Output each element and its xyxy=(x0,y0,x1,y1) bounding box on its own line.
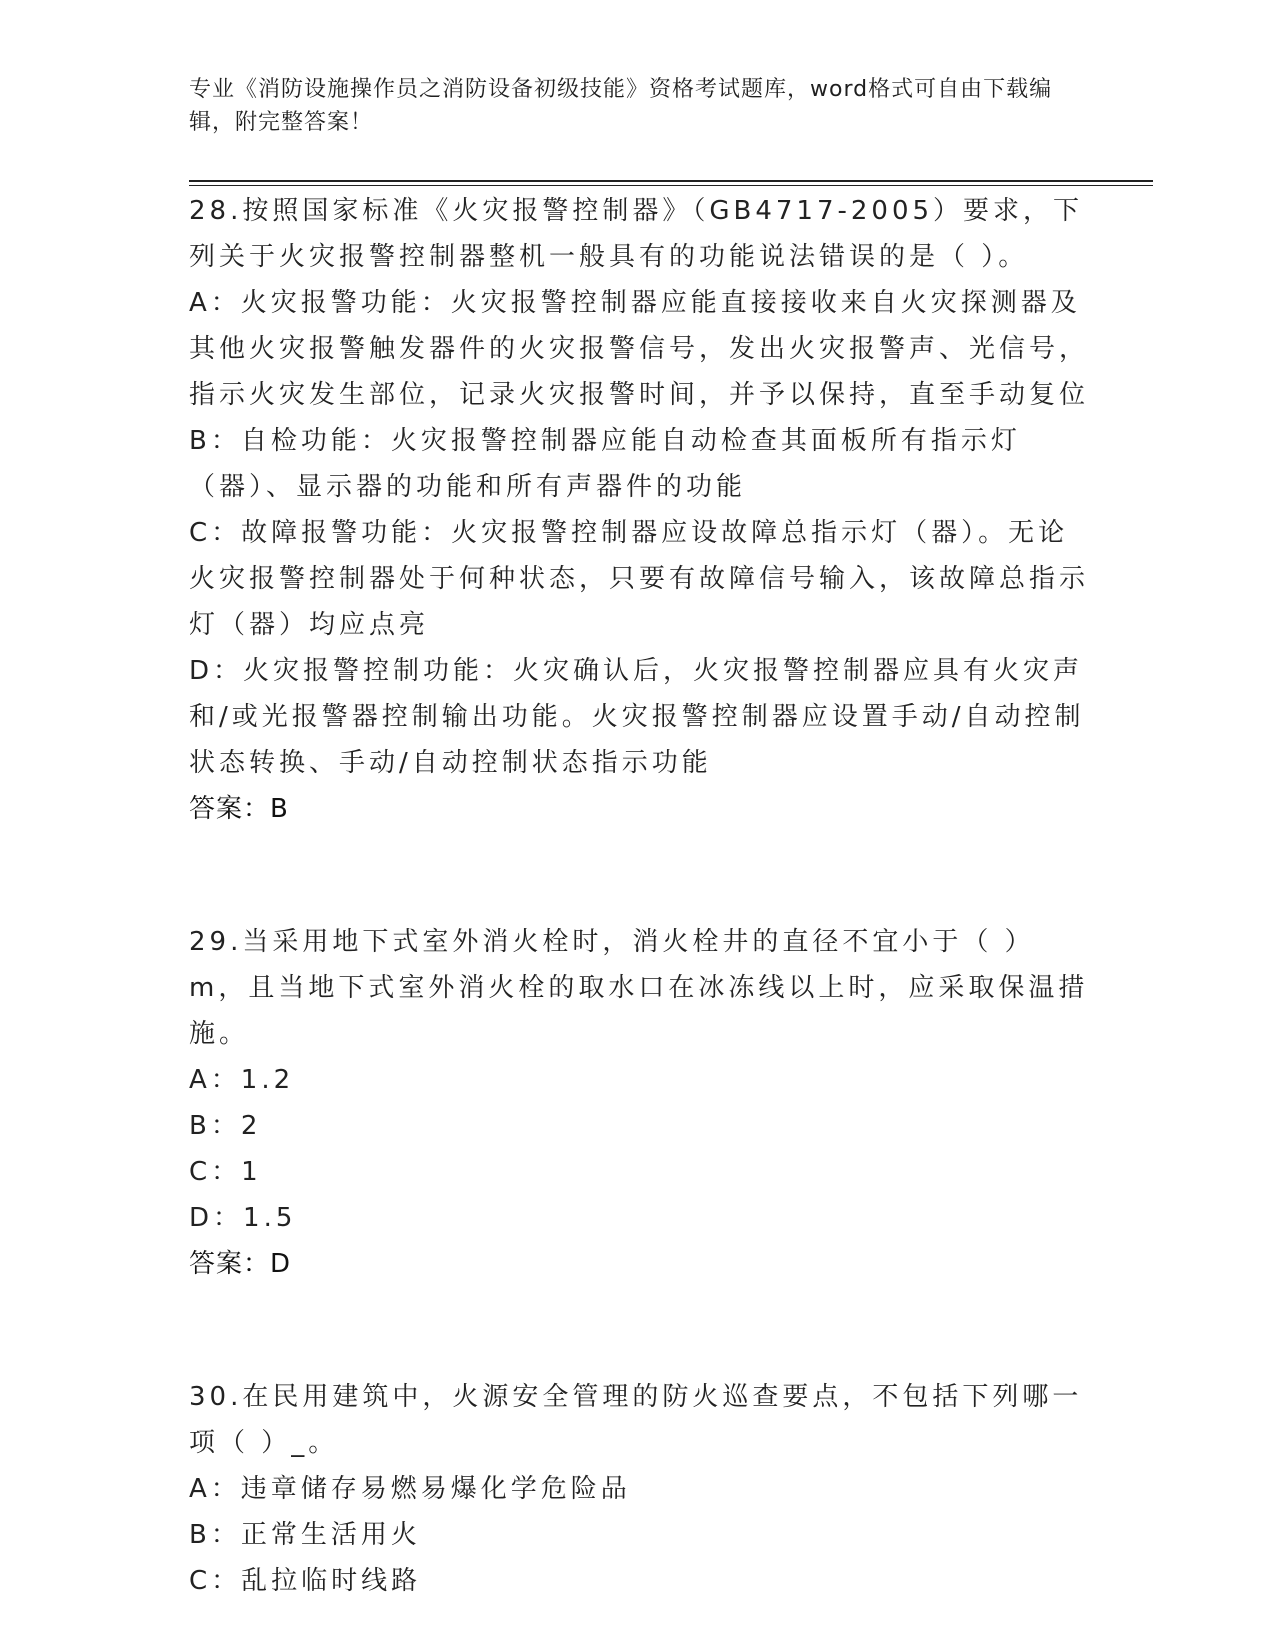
question-28 xyxy=(189,188,1089,832)
question-stem: 28.按照国家标准《火灾报警控制器》（GB4717-2005）要求，下列关于火灾报警控制器整机一般具有的功能说法错误的是（ ）。 xyxy=(189,196,1084,272)
answer-label: 答案：B xyxy=(189,794,289,824)
option-d: D：1.5 xyxy=(189,1203,297,1233)
document-header: 专业《消防设施操作员之消防设备初级技能》资格考试题库，word格式可自由下载编辑，附完整答案！ xyxy=(189,77,1053,135)
option-b: B：正常生活用火 xyxy=(189,1520,421,1550)
question-list xyxy=(189,188,1089,1604)
header-divider-thin xyxy=(189,185,1153,186)
answer-label: 答案：D xyxy=(189,1249,292,1279)
question-stem: 29.当采用地下式室外消火栓时，消火栓井的直径不宜小于（ ）m，且当地下式室外消火栓的取水口在冰冻线以上时，应采取保温措施。 xyxy=(189,927,1089,1049)
option-c: C：乱拉临时线路 xyxy=(189,1566,422,1596)
option-b: B：2 xyxy=(189,1111,262,1141)
option-a: A：1.2 xyxy=(189,1065,295,1095)
question-29 xyxy=(189,919,1089,1287)
option-a: A：违章储存易燃易爆化学危险品 xyxy=(189,1474,631,1504)
option-a: A：火灾报警功能：火灾报警控制器应能直接接收来自火灾探测器及其他火灾报警触发器件的火灾报警信号，发出火灾报警声、光信号，指示火灾发生部位，记录火灾报警时间，并予以保持，直至手动复位 xyxy=(189,288,1090,410)
question-spacer xyxy=(189,832,1089,919)
question-stem: 30.在民用建筑中，火源安全管理的防火巡查要点，不包括下列哪一项（ ）_。 xyxy=(189,1382,1083,1458)
option-d: D：火灾报警控制功能：火灾确认后，火灾报警控制器应具有火灾声和/或光报警器控制输出功能。火灾报警控制器应设置手动/自动控制状态转换、手动/自动控制状态指示功能 xyxy=(189,656,1085,778)
header-divider-thick xyxy=(189,180,1153,182)
option-b: B：自检功能：火灾报警控制器应能自动检查其面板所有指示灯（器）、显示器的功能和所有声器件的功能 xyxy=(189,426,1021,502)
question-30 xyxy=(189,1374,1089,1604)
option-c: C：1 xyxy=(189,1157,262,1187)
option-c: C：故障报警功能：火灾报警控制器应设故障总指示灯（器）。无论火灾报警控制器处于何种状态，只要有故障信号输入，该故障总指示灯（器）均应点亮 xyxy=(189,518,1090,640)
question-spacer xyxy=(189,1287,1089,1374)
